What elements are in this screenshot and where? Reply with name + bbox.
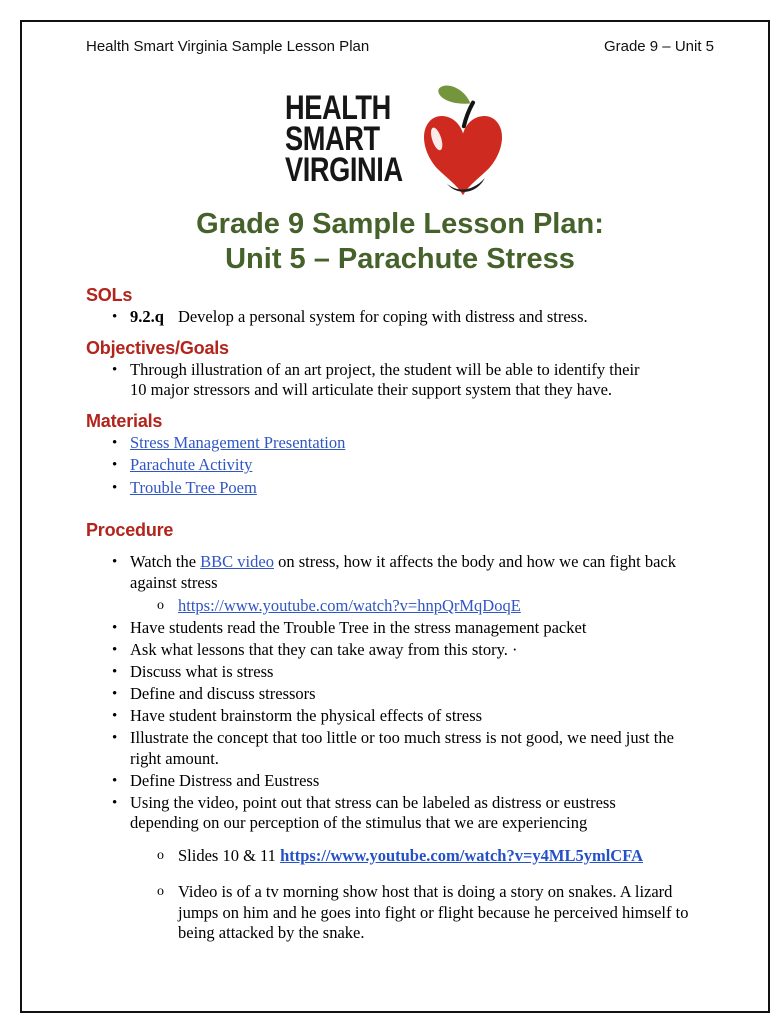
link-youtube-snake-video[interactable]: https://www.youtube.com/watch?v=y4ML5ymlCFA [280, 845, 643, 865]
logo-line-health: HEALTH [285, 89, 392, 127]
step-text: Have student brainstorm the physical effects of stress [130, 706, 483, 725]
procedure-step [86, 684, 714, 705]
procedure-substep-video-note [86, 882, 714, 944]
step-text: Define Distress and Eustress [130, 770, 320, 790]
section-heading-objectives: Objectives/Goals [86, 337, 229, 358]
logo-line-smart: SMART [285, 120, 381, 158]
procedure-step [86, 728, 678, 769]
sub-bullet-icon: o [157, 847, 164, 863]
step-text: Discuss what is stress [130, 662, 274, 681]
material-item [86, 478, 714, 499]
bullet-icon: • [112, 434, 118, 451]
bullet-icon: • [112, 794, 118, 811]
bullet-icon: • [112, 554, 118, 570]
health-smart-virginia-logo [86, 79, 714, 197]
document-header [86, 38, 714, 55]
page-border [20, 20, 770, 1013]
procedure-step [86, 618, 714, 639]
bullet-icon: • [112, 664, 118, 680]
material-item [86, 433, 714, 454]
sub-bullet-icon: o [157, 598, 164, 613]
step-text: Define and discuss stressors [130, 684, 316, 703]
link-stress-management-presentation[interactable]: Stress Management Presentation [130, 432, 346, 452]
slides-text: Slides 10 & 11 [178, 845, 281, 865]
step-text-prefix: Watch the [130, 552, 201, 571]
procedure-step [86, 793, 675, 834]
bullet-icon: • [112, 361, 118, 378]
step-text: Using the video, point out that stress can be labeled as distress or eustress depending on our perception of the stimulus that we are experiencing [130, 792, 616, 832]
logo-line-virginia: VIRGINIA [285, 151, 404, 189]
bullet-icon: • [112, 708, 118, 724]
bullet-icon: • [112, 686, 118, 702]
section-heading-sols: SOLs [86, 285, 133, 305]
procedure-step [86, 662, 714, 683]
bullet-icon: • [112, 772, 118, 789]
header-right-text: Grade 9 – Unit 5 [603, 38, 714, 55]
sol-text: Develop a personal system for coping with distress and stress. [177, 307, 588, 326]
document-content [22, 22, 768, 944]
page-title-line-2: Unit 5 – Parachute Stress [225, 243, 575, 275]
sub-bullet-icon: o [157, 884, 164, 899]
procedure-step [86, 640, 714, 661]
section-heading-materials: Materials [86, 410, 163, 431]
link-bbc-video[interactable]: BBC video [200, 552, 274, 571]
apple-logo-icon [411, 79, 515, 202]
apple-leaf-shape [438, 86, 470, 104]
step-text-suffix: on stress, how it affects the body and how we can fight back against stress [130, 552, 676, 592]
bullet-icon: • [112, 642, 118, 658]
procedure-step [86, 771, 714, 792]
link-trouble-tree-poem[interactable]: Trouble Tree Poem [130, 477, 257, 497]
header-left-text: Health Smart Virginia Sample Lesson Plan [86, 38, 370, 55]
bullet-icon: • [112, 620, 118, 636]
bullet-icon: • [112, 730, 118, 746]
objective-item [86, 360, 650, 401]
sol-code: 9.2.q [130, 307, 164, 326]
bullet-icon: • [112, 309, 118, 325]
page-title-line-1: Grade 9 Sample Lesson Plan: [196, 208, 604, 240]
page-title [86, 207, 714, 277]
bullet-icon: • [112, 457, 118, 473]
sols-item [86, 307, 714, 328]
procedure-substep-youtube-link [86, 596, 714, 617]
link-youtube-bbc-stress[interactable]: https://www.youtube.com/watch?v=hnpQrMqDoqE [178, 596, 521, 615]
step-text: Have students read the Trouble Tree in the stress management packet [130, 618, 587, 637]
logo-wordmark [285, 89, 404, 189]
bullet-icon: • [112, 479, 118, 496]
material-item [86, 455, 714, 476]
video-note-text: Video is of a tv morning show host that is doing a story on snakes. A lizard jumps on him and he goes into fight or flight because he perceived himself to being attacked by the snake. [178, 882, 689, 942]
link-parachute-activity[interactable]: Parachute Activity [130, 455, 253, 474]
procedure-step-watch-video [86, 552, 714, 593]
step-text: Illustrate the concept that too little or too much stress is not good, we need just the right amount. [130, 728, 674, 768]
section-heading-procedure: Procedure [86, 520, 174, 540]
procedure-step [86, 706, 714, 727]
procedure-substep-slides [86, 846, 714, 867]
objective-text: Through illustration of an art project, the student will be able to identify their 10 major stressors and will articulate their support system that they have. [130, 359, 640, 399]
step-text: Ask what lessons that they can take away from this story. · [130, 640, 518, 659]
